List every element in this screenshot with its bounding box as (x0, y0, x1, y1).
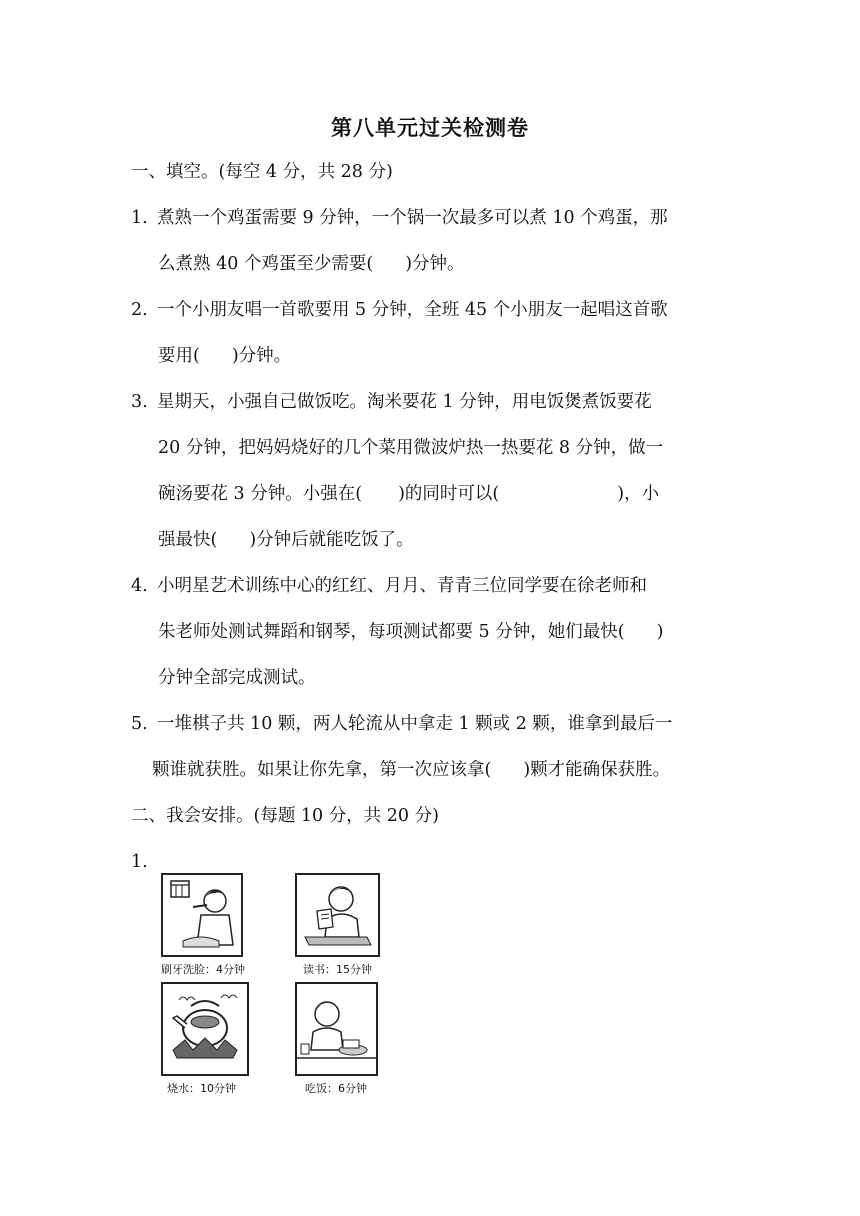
q5-line2 (152, 758, 670, 782)
kettle-caption: 烧水：10分钟 (167, 1082, 236, 1095)
reading-caption: 读书：15分钟 (303, 963, 372, 976)
q4-text: 小明星艺术训练中心的红红、月月、青青三位同学要在徐老师和 (157, 576, 647, 596)
section1-heading: 一、填空。(每空 4 分，共 28 分) (131, 162, 393, 182)
q5-number: 5. (131, 714, 148, 734)
eating-meal-icon (297, 984, 376, 1074)
q2-line2 (158, 344, 291, 368)
section2-heading: 二、我会安排。(每题 10 分，共 20 分) (131, 806, 439, 826)
q3-number: 3. (131, 392, 148, 412)
eating-panel (295, 982, 378, 1076)
q5-text: 一堆棋子共 10 颗，两人轮流从中拿走 1 颗或 2 颗，谁拿到最后一 (157, 714, 673, 734)
page-title: 第八单元过关检测卷 (331, 116, 529, 140)
q1-number: 1. (131, 208, 148, 228)
reading-panel (295, 873, 380, 957)
q4-line2 (158, 620, 663, 644)
q1-line2 (158, 252, 465, 276)
q2-text-b: )分钟。 (231, 346, 292, 366)
q1-line1 (131, 206, 668, 230)
s2-q1-number: 1. (131, 852, 148, 872)
q2-number: 2. (131, 300, 148, 320)
q3-line1 (131, 390, 652, 414)
kettle-boiling-icon (163, 984, 247, 1074)
reading-book-icon (297, 875, 378, 955)
q5-text-b: )颗才能确保获胜。 (523, 760, 671, 780)
brushing-teeth-panel (161, 873, 243, 957)
q3-line4 (158, 528, 414, 552)
q3-text-a: 碗汤要花 3 分钟。小强在( (158, 484, 363, 504)
brushing-teeth-caption: 刷牙洗脸：4分钟 (161, 963, 245, 976)
q5-text-a: 颗谁就获胜。如果让你先拿，第一次应该拿( (152, 760, 492, 780)
eating-caption: 吃饭：6分钟 (305, 1082, 367, 1095)
q1-text: 煮熟一个鸡蛋需要 9 分钟，一个锅一次最多可以煮 10 个鸡蛋，那 (157, 208, 668, 228)
q1-text-a: 么煮熟 40 个鸡蛋至少需要( (158, 254, 374, 274)
q3-line2: 20 分钟，把妈妈烧好的几个菜用微波炉热一热要花 8 分钟，做一 (158, 438, 664, 458)
q2-line1 (131, 298, 668, 322)
q3-text: 星期天，小强自己做饭吃。淘米要花 1 分钟，用电饭煲煮饭要花 (157, 392, 652, 412)
q2-text-a: 要用( (158, 346, 200, 366)
kettle-panel (161, 982, 249, 1076)
q4-number: 4. (131, 576, 148, 596)
brushing-teeth-icon (163, 875, 241, 955)
q1-text-b: )分钟。 (405, 254, 465, 274)
q3-text-c: )，小 (617, 484, 660, 504)
q5-line1 (131, 712, 672, 736)
q2-text: 一个小朋友唱一首歌要用 5 分钟，全班 45 个小朋友一起唱这首歌 (157, 300, 668, 320)
q3-text-b: )的同时可以( (398, 484, 500, 504)
q4-line3: 分钟全部完成测试。 (158, 668, 316, 688)
q4-text-a: 朱老师处测试舞蹈和钢琴，每项测试都要 5 分钟，她们最快( (158, 622, 625, 642)
q3-text-d: 强最快( (158, 530, 218, 550)
q3-line3 (158, 482, 659, 506)
q4-text-b: ) (656, 622, 664, 642)
q3-text-e: )分钟后就能吃饭了。 (249, 530, 414, 550)
q4-line1 (131, 574, 647, 598)
